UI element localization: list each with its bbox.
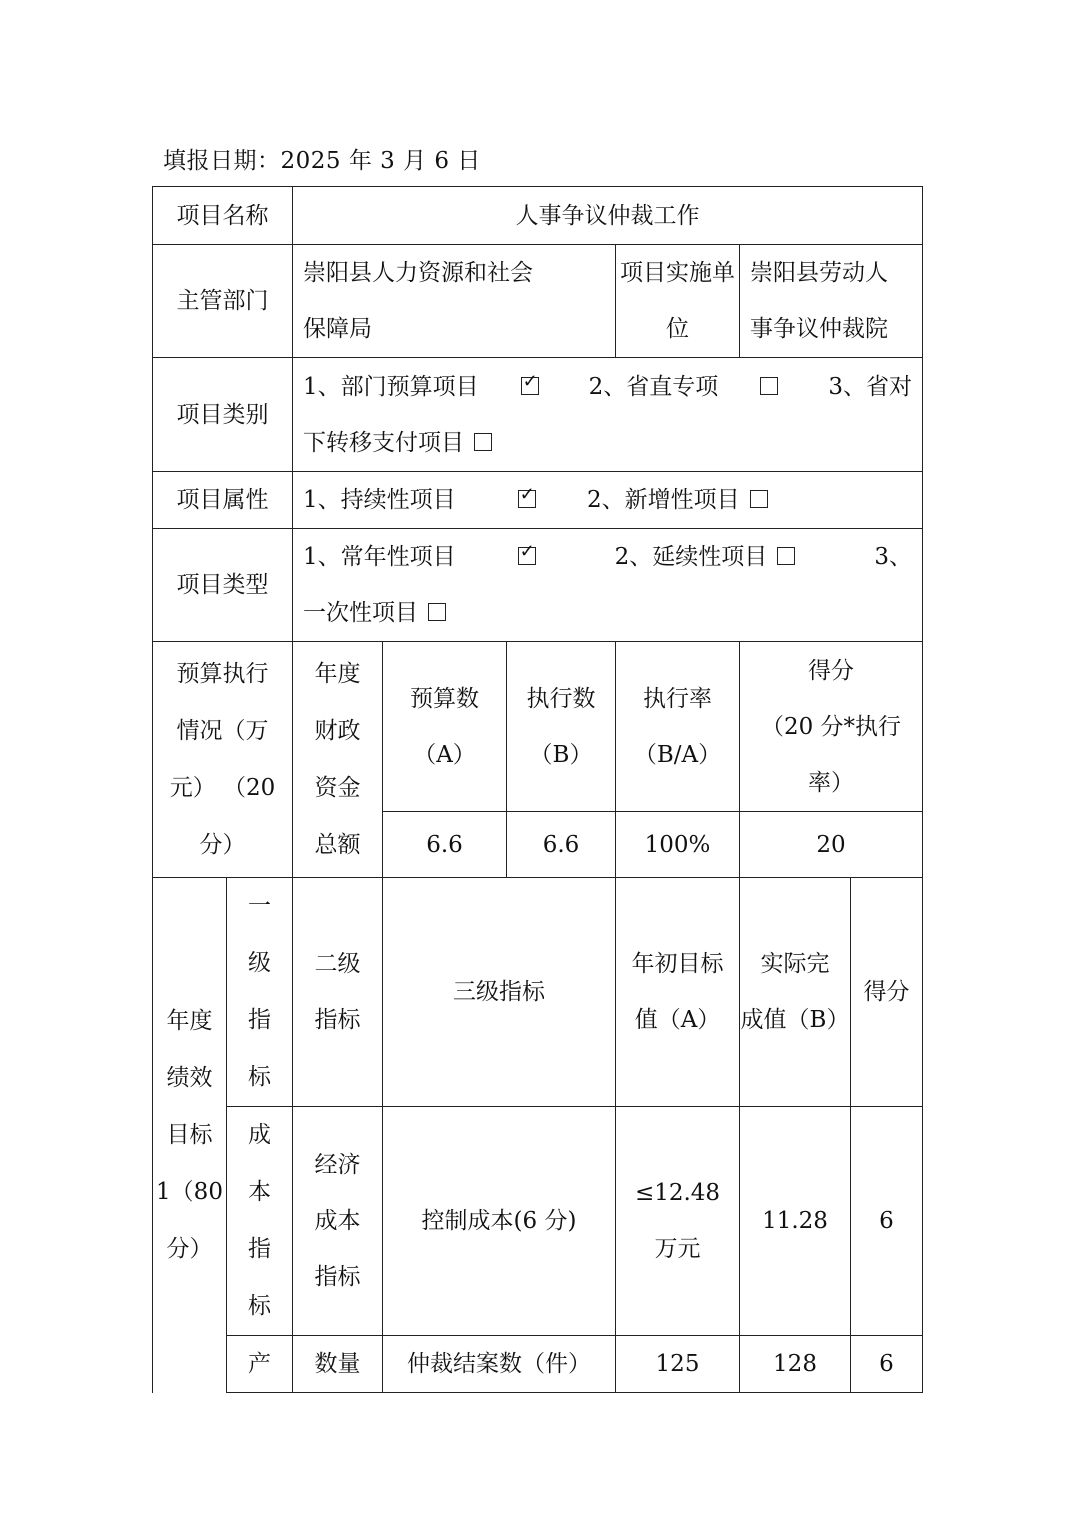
checkbox-icon (777, 547, 795, 565)
dept-label: 主管部门 (153, 245, 293, 358)
actual-header: 实际完 成值（B） (740, 878, 851, 1107)
budget-score-header: 得分 （20 分*执行 率） (740, 642, 923, 812)
type-options: 1、常年性项目✓ 2、延续性项目 3、 一次性项目 (293, 529, 923, 642)
exec-value: 6.6 (507, 812, 616, 878)
report-date: 填报日期：2025 年 3 月 6 日 (163, 148, 481, 174)
cost-level1: 成 本 指 标 (227, 1107, 293, 1336)
cost-actual: 11.28 (740, 1107, 851, 1336)
project-table (152, 186, 923, 1393)
checked-box-icon (521, 377, 539, 395)
exec-b-header: 执行数 （B） (507, 642, 616, 812)
category-options: 1、部门预算项目✓ 2、省直专项 3、省对 下转移支付项目 (293, 358, 923, 472)
target-header: 年初目标 值（A） (616, 878, 740, 1107)
impl-unit-value: 崇阳县劳动人 事争议仲裁院 (740, 245, 923, 358)
project-name-value: 人事争议仲裁工作 (293, 187, 923, 245)
output-level3: 仲裁结案数（件） (383, 1336, 616, 1393)
project-name-label: 项目名称 (153, 187, 293, 245)
output-level2: 数量 (293, 1336, 383, 1393)
checkbox-icon (474, 433, 492, 451)
cost-level2: 经济 成本 指标 (293, 1107, 383, 1336)
checkbox-icon (760, 377, 778, 395)
budget-score-value: 20 (740, 812, 923, 878)
budget-value: 6.6 (383, 812, 507, 878)
fund-total-label: 年度 财政 资金 总额 (293, 642, 383, 878)
perf-goal-label: 年度 绩效 目标 1（80 分） (153, 878, 227, 1393)
budget-a-header: 预算数 （A） (383, 642, 507, 812)
impl-unit-label: 项目实施单位 (616, 245, 740, 358)
level3-header: 三级指标 (383, 878, 616, 1107)
type-label: 项目类型 (153, 529, 293, 642)
output-level1: 产 (227, 1336, 293, 1393)
cost-level3: 控制成本(6 分) (383, 1107, 616, 1336)
dept-value: 崇阳县人力资源和社会 保障局 (293, 245, 616, 358)
cost-target: ≤12.48 万元 (616, 1107, 740, 1336)
output-actual: 128 (740, 1336, 851, 1393)
attribute-label: 项目属性 (153, 472, 293, 529)
exec-rate-value: 100% (616, 812, 740, 878)
level2-header: 二级 指标 (293, 878, 383, 1107)
output-target: 125 (616, 1336, 740, 1393)
checkbox-icon (750, 490, 768, 508)
checked-box-icon (518, 490, 536, 508)
checked-box-icon (518, 547, 536, 565)
checkbox-icon (428, 603, 446, 621)
output-score: 6 (851, 1336, 923, 1393)
cost-score: 6 (851, 1107, 923, 1336)
attribute-options: 1、持续性项目✓ 2、新增性项目 (293, 472, 923, 529)
exec-rate-header: 执行率 （B/A） (616, 642, 740, 812)
score-header: 得分 (851, 878, 923, 1107)
budget-exec-label: 预算执行 情况（万 元） （20 分） (153, 642, 293, 878)
category-label: 项目类别 (153, 358, 293, 472)
level1-header: 一 级 指 标 (227, 878, 293, 1107)
